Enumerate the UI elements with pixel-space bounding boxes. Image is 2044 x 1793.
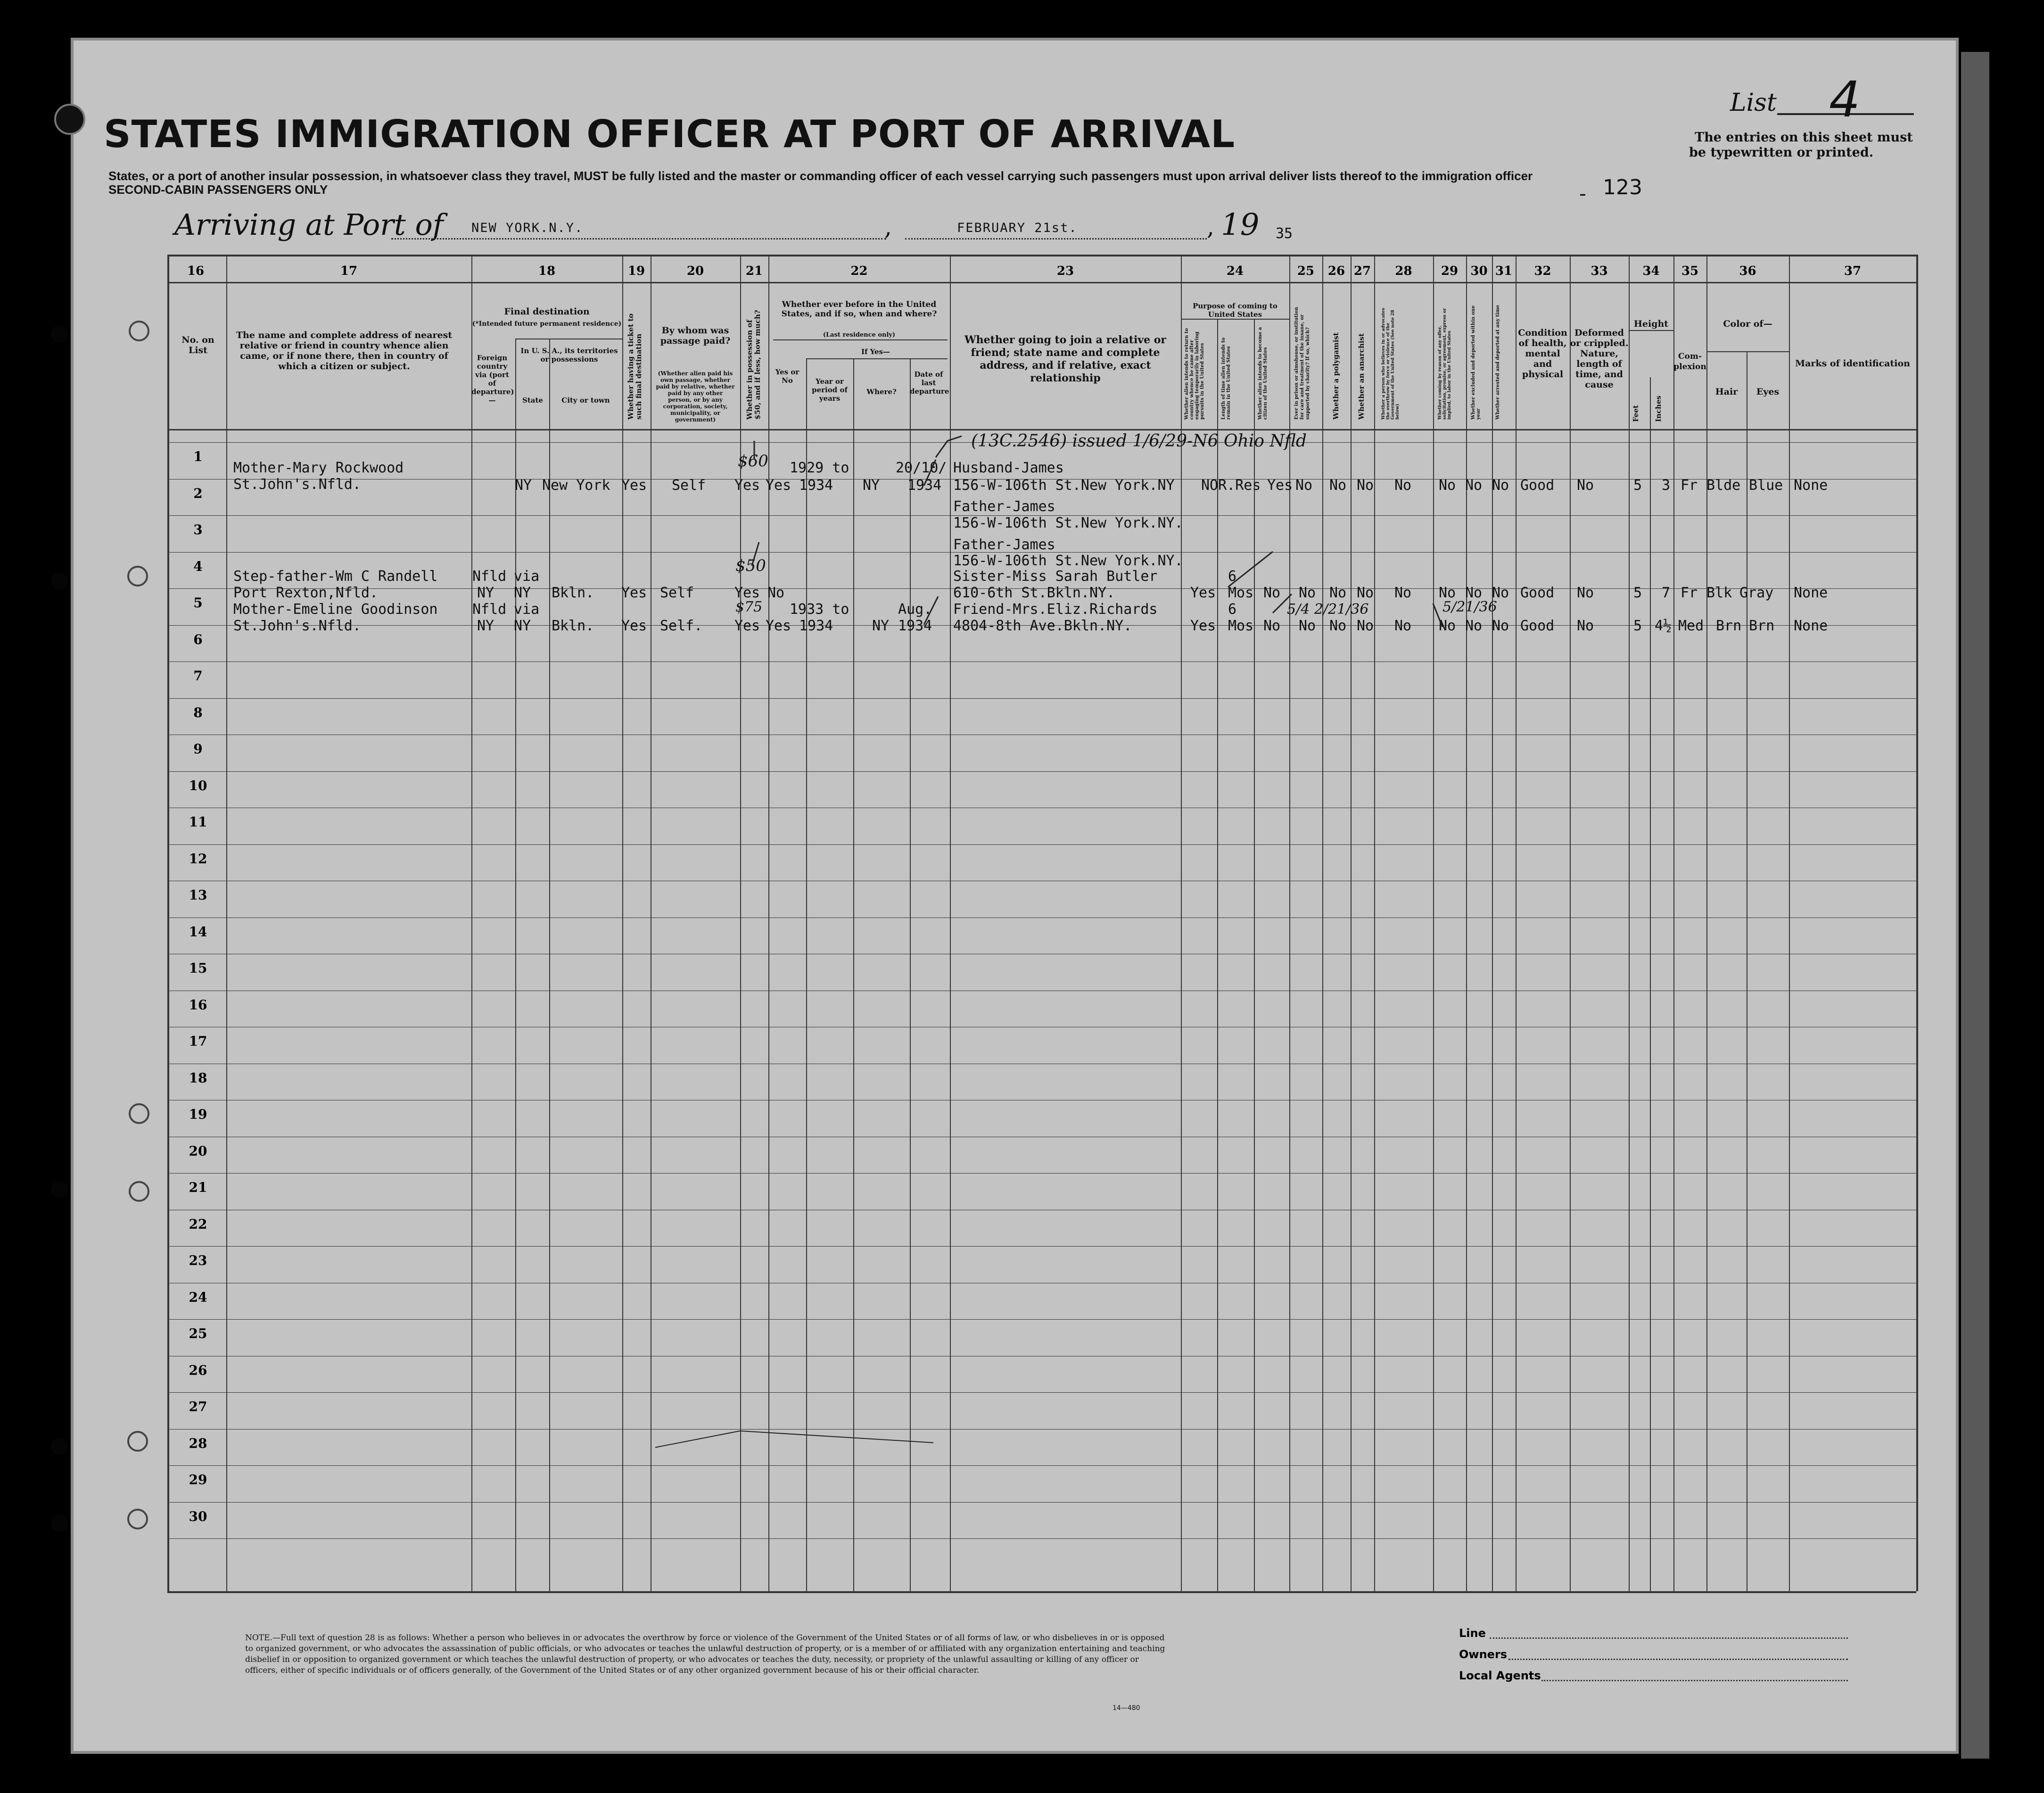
entry-q29: No (1439, 585, 1456, 601)
handwritten-money: $60 (738, 452, 768, 471)
row-number: 10 (189, 778, 207, 793)
list-label: List (1730, 89, 1777, 117)
header-purpose: Purpose of coming to United States (1193, 302, 1278, 319)
col-number: 17 (340, 264, 358, 278)
header-health: Condition of health, mental and physical (1518, 328, 1567, 380)
header-last-residence: (Last residence only) (823, 331, 896, 339)
entry-marks: None (1794, 585, 1828, 601)
entry-foreign: Nfld (472, 601, 507, 618)
row-number: 3 (193, 522, 203, 537)
entry-marks: None (1794, 618, 1828, 634)
entry-q31: No (1492, 585, 1509, 601)
col-number: 23 (1056, 264, 1074, 278)
entry-state: via (514, 568, 540, 585)
entry-before: Yes (766, 618, 791, 634)
header-purpose-length: Length of time alien intends to remain in the United States (1221, 337, 1231, 420)
entry-join-relative: Friend-Mrs.Eliz.Richards (953, 601, 1158, 618)
entry-deformed: No (1577, 585, 1594, 601)
entry-join-relative: Sister-Miss Sarah Butler (953, 568, 1158, 585)
col-number: 36 (1739, 264, 1756, 278)
entry-purpose: Yes (1190, 585, 1216, 601)
header-year-period: Year or period of years (812, 377, 848, 403)
row-number: 5 (193, 595, 203, 611)
row-number: 8 (193, 705, 203, 720)
entry-q28: No (1394, 618, 1412, 634)
entry-paid-by: Self. (660, 618, 703, 634)
row-number: 18 (189, 1070, 207, 1086)
row-number: 1 (193, 449, 203, 464)
header-q31: Whether arrested and deported at any time (1495, 305, 1500, 420)
header-deformed: Deformed or crippled. Nature, length of time, and cause (1570, 328, 1629, 390)
row-number: 16 (189, 997, 207, 1013)
header-yes-or-no: Yes or No (775, 368, 799, 385)
entry-where: NY (872, 618, 890, 634)
entry-join-relative: Husband-James (953, 460, 1064, 476)
entry-city: Bkln. (552, 585, 594, 601)
entry-polygamist: No (1329, 618, 1347, 634)
row-number: 30 (189, 1509, 207, 1524)
entry-state: NY (515, 477, 532, 494)
entry-citizen: Yes (1267, 477, 1293, 494)
entry-feet: 5 (1633, 618, 1642, 634)
entry-q28: No (1394, 477, 1412, 494)
row-number: 2 (193, 486, 203, 501)
row-number: 4 (193, 559, 203, 574)
entry-city: New York (542, 477, 610, 494)
year-suffix: 35 (1276, 225, 1293, 242)
sheet-dash: - (1579, 182, 1586, 206)
entry-join-address: 156-W-106th St.New York.NY. (953, 515, 1183, 531)
header-passage-paid: By whom was passage paid? (660, 325, 731, 346)
entry-q30: No (1465, 477, 1483, 494)
row-number: 23 (189, 1253, 207, 1268)
entry-paid-by: Self (660, 585, 694, 601)
entry-health: Good (1520, 477, 1555, 494)
entry-foreign: Nfld (472, 568, 507, 585)
instruction-line: be typewritten or printed. (1689, 145, 1874, 160)
header-final-destination-sub: (*Intended future permanent residence) (472, 320, 622, 328)
entry-health: Good (1520, 585, 1555, 601)
entry-years: 1934 (799, 618, 833, 634)
col-number: 20 (686, 264, 704, 278)
entry-relative-line2: St.John's.Nfld. (233, 476, 361, 493)
col-number: 21 (745, 264, 763, 278)
col-number: 35 (1681, 264, 1699, 278)
header-q28: Whether a person who believes in or advocates the overthrow by force or violence of the Government of the United States (See note 28 below) (1381, 308, 1400, 420)
col-number: 16 (187, 264, 205, 278)
entry-citizen: No (1263, 585, 1281, 601)
row-number: 13 (189, 887, 207, 903)
col-number: 22 (850, 264, 868, 278)
entry-marks: None (1794, 477, 1828, 494)
entry-state: via (514, 601, 540, 618)
header-prison: Ever in prison or almshouse, or institution for care and treatment of the insane, or supported by charity? If so, which? (1294, 306, 1310, 420)
entry-where: NY (863, 477, 880, 494)
col-number: 24 (1226, 264, 1244, 278)
entry-prison: No (1299, 585, 1316, 601)
header-passage-paid-sub: (Whether alien paid his own passage, whether paid by relative, whether paid by any other person, or by any corporation, society, municipality, or government) (656, 370, 735, 423)
entry-anarchist: No (1357, 585, 1374, 601)
header-purpose-citizen: Whether alien intends to become a citizen of the United States (1258, 327, 1268, 420)
header-money: Whether in possession of $50, and if less, how much? (745, 310, 762, 420)
entry-q28: No (1394, 585, 1412, 601)
header-feet: Feet (1632, 405, 1640, 422)
entry-state: NY (514, 585, 531, 601)
entry-before: No (767, 585, 785, 601)
header-anarchist: Whether an anarchist (1357, 333, 1366, 420)
header-final-destination: Final destination (504, 306, 590, 317)
entry-complexion: Fr (1681, 585, 1698, 601)
entry-departure: Aug. (898, 601, 932, 618)
entry-eyes: Blue (1749, 477, 1783, 494)
entry-departure: 20/10/ (896, 460, 947, 476)
row-number: 17 (189, 1033, 207, 1049)
entry-join-address: 156-W-106th St.New York.NY (953, 477, 1175, 494)
header-state: State (522, 396, 543, 405)
entry-anarchist: No (1357, 618, 1374, 634)
entry-q29: No (1439, 618, 1456, 634)
entry-q30: No (1465, 618, 1483, 634)
entry-foreign: NY (477, 585, 495, 601)
row-number: 19 (189, 1107, 207, 1122)
entry-money: Yes (734, 477, 760, 494)
row-number: 6 (193, 632, 203, 647)
entry-polygamist: No (1329, 585, 1347, 601)
entry-relative-line2: St.John's.Nfld. (233, 618, 361, 634)
entry-years: 1933 to (790, 601, 849, 618)
sheet-number: 123 (1603, 175, 1642, 199)
header-city: City or town (561, 396, 610, 405)
entry-health: Good (1520, 618, 1555, 634)
entry-before: Yes (766, 477, 791, 494)
col-number: 30 (1470, 264, 1488, 278)
entry-join-address: 4804-8th Ave.Bkln.NY. (953, 618, 1132, 634)
header-if-yes: If Yes— (861, 347, 890, 356)
handwritten-money: $75 (735, 599, 763, 615)
entry-feet: 5 (1633, 585, 1642, 601)
header-inches: Inches (1654, 396, 1663, 422)
page-title: STATES IMMIGRATION OFFICER AT PORT OF ARRIVAL (104, 112, 1236, 156)
entry-departure: 1934 (898, 618, 932, 634)
instruction-line: The entries on this sheet must (1695, 130, 1913, 145)
year-prefix: 19 (1221, 207, 1260, 242)
row-number: 11 (189, 814, 207, 830)
row-number: 12 (189, 851, 207, 867)
header-join-relative: Whether going to join a relative or friend; state name and complete address, and if relative, exact relationship (964, 334, 1167, 384)
col-number: 27 (1353, 264, 1371, 278)
entry-eyes: Brn (1749, 618, 1775, 634)
arrival-date: FEBRUARY 21st. (957, 221, 1078, 235)
row-number: 21 (189, 1180, 207, 1195)
col-number: 19 (627, 264, 645, 278)
entry-relative-line1: Mother-Emeline Goodinson (233, 601, 438, 618)
row-number: 20 (189, 1143, 207, 1159)
col-number: 28 (1395, 264, 1412, 278)
col-number: 32 (1534, 264, 1551, 278)
entry-city: Bkln. (552, 618, 594, 634)
header-complexion: Com-plexion (1673, 352, 1706, 372)
entry-ticket: Yes (621, 477, 647, 494)
header-q30: Whether excluded and deported within one year (1471, 305, 1481, 420)
handwritten-annotation: (13C.2546) issued 1/6/29-N6 Ohio Nfld (971, 431, 1307, 451)
owners-field (1508, 1657, 1848, 1660)
header-where: Where? (866, 388, 897, 396)
entry-length: 6 (1228, 601, 1237, 618)
entry-q30: No (1465, 585, 1483, 601)
row-number: 27 (189, 1399, 207, 1414)
entry-departure: 1934 (907, 477, 942, 494)
header-q29: Whether coming by reason of any offer, solicitation, promise, or agreement, express or implied, to labor in the United States (1438, 308, 1452, 420)
entry-money: Yes (734, 585, 760, 601)
cabin-class: SECOND-CABIN PASSENGERS ONLY (108, 182, 328, 197)
entry-money: Yes (734, 618, 760, 634)
entry-purpose: NOR.Res (1201, 477, 1261, 494)
entry-hair: Blk (1706, 585, 1732, 601)
entry-join-address: 156-W-106th St.New York.NY. (953, 553, 1183, 569)
entry-complexion: Fr (1681, 477, 1698, 494)
row-number: 25 (189, 1326, 207, 1341)
col-number: 25 (1297, 264, 1315, 278)
header-polygamist: Whether a polygamist (1332, 332, 1340, 420)
entry-feet: 5 (1633, 477, 1642, 494)
footer-note (245, 1633, 1169, 1676)
entry-polygamist: No (1329, 477, 1347, 494)
header-relative: The name and complete address of nearest relative or friend in country whence alien came, or if none there, then in country of which a citizen or subject. (236, 330, 453, 372)
handwritten-annotation: 5/4 2/21/36 (1287, 601, 1369, 618)
entry-length: Mos (1228, 618, 1254, 634)
entry-complexion: Med (1678, 618, 1704, 634)
entry-relative-line1: Mother-Mary Rockwood (233, 460, 404, 476)
law-line: States, or a port of another insular possession, in whatsoever class they travel, MUST be fully listed and the master or commanding officer of each vessel carrying such passengers must upon arrival deliver lists thereof to the immigration officer (108, 169, 1533, 183)
entry-anarchist: No (1357, 477, 1374, 494)
entry-join-relative: Father-James (953, 537, 1055, 553)
comma: , (1207, 213, 1214, 240)
entry-inches: 4½ (1655, 618, 1672, 634)
entry-eyes: Gray (1739, 585, 1774, 601)
col-number: 37 (1844, 264, 1862, 278)
entry-length: Mos (1228, 585, 1254, 601)
row-number: 26 (189, 1363, 207, 1378)
col-number: 34 (1642, 264, 1660, 278)
col-number: 33 (1591, 264, 1608, 278)
header-hair: Hair (1715, 387, 1738, 397)
row-number: 24 (189, 1289, 207, 1305)
line-field (1490, 1636, 1848, 1639)
col-number: 18 (538, 264, 556, 278)
port-of-arrival: NEW YORK.N.Y. (471, 221, 584, 235)
entry-prison: No (1299, 618, 1316, 634)
entry-q31: No (1492, 618, 1509, 634)
entry-years: 1934 (799, 477, 833, 494)
entry-inches: 3 (1662, 477, 1671, 494)
entry-deformed: No (1577, 477, 1594, 494)
row-number: 7 (193, 668, 203, 684)
entry-years: 1929 to (790, 460, 849, 476)
entry-foreign: NY (477, 618, 495, 634)
header-marks: Marks of identification (1795, 358, 1910, 369)
entry-q31: No (1492, 477, 1509, 494)
header-foreign-country: Foreign country via (port of departure)— (471, 354, 514, 405)
entry-ticket: Yes (621, 585, 647, 601)
row-number: 28 (189, 1436, 207, 1451)
footer-note-text: NOTE.—Full text of question 28 is as follows: Whether a person who believes in or advocates the overthrow by force or violence of the Government of the United States or of all forms of law, or who disbelieves in or is opposed to organized government, or who advocates the assassination of public officials, or who advocates or teaches the unlawful destruction of property, or is a member of or affiliated with any organization entertaining and teaching disbelief in or opposition to organized government or which teaches the unlawful destruction of property, or who advocates or teaches the duty, necessity, or propriety of the unlawful assaulting or killing of any officer or officers, either of specific individuals or of officers generally, of the Government of the United States or of any other organized government because of his or their official character. (245, 1633, 1165, 1675)
entry-join-relative: Father-James (953, 498, 1055, 515)
entry-ticket: Yes (621, 618, 647, 634)
col-number: 26 (1327, 264, 1345, 278)
header-list-number: No. on List (181, 335, 214, 355)
entry-deformed: No (1577, 618, 1594, 634)
entry-purpose: Yes (1190, 618, 1216, 634)
agents-label: Local Agents (1459, 1669, 1541, 1682)
header-last-departure: Date of last departure (910, 370, 949, 396)
handwritten-money: $50 (735, 556, 766, 575)
header-color: Color of— (1723, 319, 1772, 329)
entry-length: 6 (1228, 568, 1237, 585)
entry-state: NY (514, 618, 531, 634)
line-label: Line (1459, 1627, 1486, 1640)
entry-hair: Brn (1716, 618, 1742, 634)
agents-field (1541, 1678, 1848, 1681)
row-number: 9 (193, 741, 203, 757)
comma: , (884, 213, 892, 240)
entry-prison: No (1295, 477, 1313, 494)
header-usa: In U. S. A., its territories or possessions (520, 347, 618, 364)
handwritten-annotation: 5/21/36 (1442, 599, 1497, 615)
owners-label: Owners (1459, 1648, 1508, 1661)
col-number: 29 (1441, 264, 1459, 278)
header-height: Height (1633, 319, 1669, 329)
entry-paid-by: Self (672, 477, 706, 494)
entry-join-address: 610-6th St.Bkln.NY. (953, 585, 1115, 601)
header-before-in-us: Whether ever before in the United States, and if so, when and where? (781, 300, 937, 319)
entry-q29: No (1439, 477, 1456, 494)
header-eyes: Eyes (1756, 387, 1780, 397)
list-number: 4 (1829, 71, 1861, 128)
row-number: 29 (189, 1472, 207, 1487)
row-number: 14 (189, 924, 207, 940)
header-ticket: Whether having a ticket to such final destination (626, 313, 643, 420)
entry-citizen: No (1263, 618, 1281, 634)
arriving-label: Arriving at Port of (174, 207, 444, 242)
col-number: 31 (1495, 264, 1513, 278)
entry-relative-line2: Port Rexton,Nfld. (233, 585, 379, 601)
row-number: 15 (189, 960, 207, 976)
row-number: 22 (189, 1216, 207, 1232)
entry-relative-line1: Step-father-Wm C Randell (233, 568, 438, 585)
entry-hair: Blde (1706, 477, 1741, 494)
entry-inches: 7 (1662, 585, 1671, 601)
header-purpose-return: Whether alien intends to return to country whence he came after engaging temporarily in laboring pursuits in the United States (1184, 328, 1205, 420)
form-number: 14—480 (1113, 1704, 1140, 1712)
